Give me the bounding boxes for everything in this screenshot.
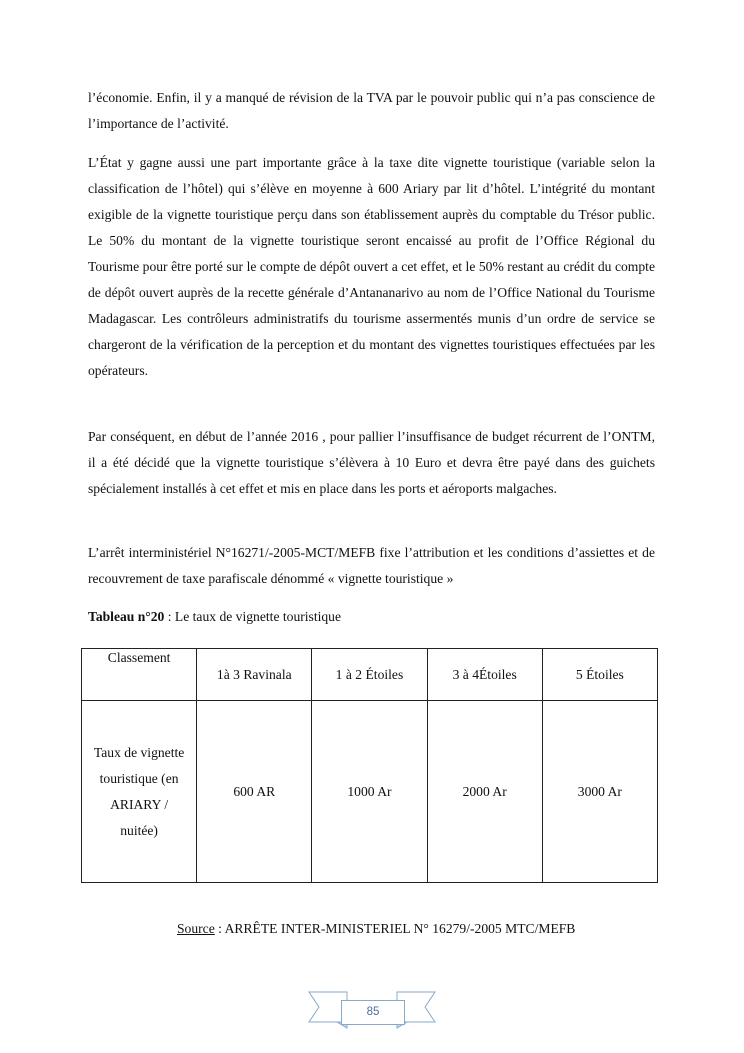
- paragraph-2: L’État y gagne aussi une part importante grâce à la taxe dite vignette touristique (variable selon la classification de l’hôtel) qui s’élève en moyenne à 600 Ariary par lit d’hôtel. L’intégrité du montant exigible de la vignette touristique perçu dans son établissement auprès du comptable du Trésor public. Le 50% du montant de la vignette touristique seront encaissé au profit de l’Office Régional du Tourisme pour être porté sur le compte de dépôt ouvert a cet effet, et le 50% restant au crédit du compte de dépôt ouvert auprès de la recette générale d’Antananarivo au nom de l’Office National du Tourisme Madagascar. Les contrôleurs administratifs du tourisme assermentés munis d’un ordre de service se chargeront de la vérification de la perception et du montant des vignettes touristiques effectuées par les opérateurs.: [88, 155, 655, 378]
- vignette-rate-table: [81, 648, 658, 883]
- table-caption-label: Tableau n°20: [88, 609, 165, 624]
- table-cell: 600 AR: [197, 701, 312, 883]
- table-caption: [88, 606, 341, 628]
- row-label-line: Taux de vignette: [93, 744, 185, 760]
- paragraph-4: L’arrêt interministériel N°16271/-2005-MCT/MEFB fixe l’attribution et les conditions d’assiettes et de recouvrement de taxe parafiscale dénommé « vignette touristique »: [88, 545, 655, 586]
- source-text: : ARRÊTE INTER-MINISTERIEL N° 16279/-2005 MTC/MEFB: [214, 921, 576, 936]
- table-cell: 3000 Ar: [542, 701, 657, 883]
- table-cell: 2000 Ar: [427, 701, 542, 883]
- paragraph-1: l’économie. Enfin, il y a manqué de révision de la TVA par le pouvoir public qui n’a pas conscience de l’importance de l’activité.: [88, 90, 655, 131]
- table-header-cell: 1 à 2 Étoiles: [312, 649, 427, 701]
- table-header-cell: 1à 3 Ravinala: [197, 649, 312, 701]
- row-label-line: touristique (en: [99, 770, 179, 786]
- table-cell: 1000 Ar: [312, 701, 427, 883]
- table-header-row: [82, 649, 658, 701]
- row-label-line: nuitée): [120, 822, 158, 838]
- paragraph-3: Par conséquent, en début de l’année 2016 , pour pallier l’insuffisance de budget récurrent de l’ONTM, il a été décidé que la vignette touristique s’élèvera à 10 Euro et devra être payé dans des guichets spécialement installés à cet effet et mis en place dans les ports et aéroports malgaches.: [88, 429, 655, 496]
- table-row: [82, 701, 658, 883]
- page-number-ribbon: [307, 990, 437, 1030]
- table-source: [177, 918, 575, 940]
- table-header-cell: 3 à 4Étoiles: [427, 649, 542, 701]
- row-label-line: ARIARY /: [110, 796, 169, 812]
- table-corner-cell: Classement: [82, 649, 197, 701]
- table-row-label: [82, 701, 197, 883]
- table-header-cell: 5 Étoiles: [542, 649, 657, 701]
- page-number: 85: [341, 1000, 405, 1025]
- source-label: Source: [177, 921, 215, 936]
- table-caption-text: : Le taux de vignette touristique: [164, 609, 342, 624]
